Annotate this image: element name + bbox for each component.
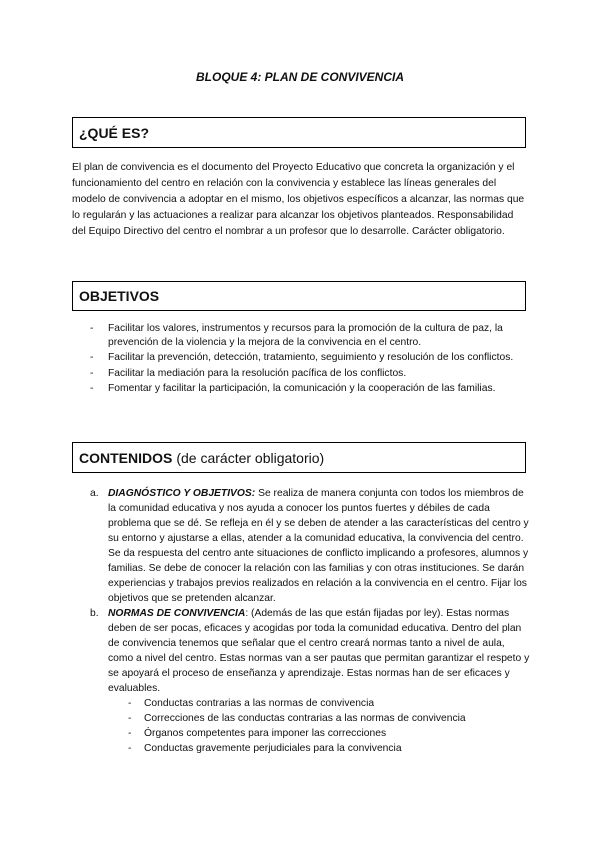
list-item: - Facilitar los valores, instrumentos y recursos para la promoción de la cultura de paz, la prevención de la violencia y la mejora de la convivencia en el centro. [88, 322, 538, 350]
section-header-objetivos [72, 281, 526, 311]
item-text: Se realiza de manera conjunta con todos los miembros de la comunidad educativa y nos ayuda a conocer los puntos fuertes y débiles de cada problema que se dé. Se refleja en él y se deben de atender a las características del centro y su entorno y ajustarse a ellas, atender a la comunidad educativa, la convivencia del centro. Se da respuesta del centro ante situaciones de conflicto implicando a profesores, alumnos y familias. Se debe de conocer la relación con las familias y con otras instituciones. Se darán experiencias y trabajos previos realizados en relación a la convivencia en el centro. Fijar los objetivos que se pretenden alcanzar. [108, 488, 529, 604]
list-item [90, 606, 530, 756]
section-heading: OBJETIVOS [79, 288, 160, 304]
list-marker: a. [90, 488, 99, 499]
list-item: - Facilitar la mediación para la resolución pacífica de los conflictos. [88, 367, 538, 381]
section-heading: CONTENIDOS [79, 449, 173, 466]
que-es-paragraph: El plan de convivencia es el documento del Proyecto Educativo que concreta la organización y el funcionamiento del centro en relación con la convivencia y establece las líneas generales del modelo de convivencia a adoptar en el mismo, los objetivos específicos a alcanzar, las normas que lo regularán y las actuaciones a realizar para alcanzar los objetivos planteados. Responsabilidad del Equipo Directivo del centro el nombrar a un profesor que lo desarrolle. Carácter obligatorio. [72, 162, 525, 238]
section-header-contenidos [72, 442, 526, 473]
list-item: - Facilitar la prevención, detección, tratamiento, seguimiento y resolución de los conflictos. [88, 351, 538, 365]
section-heading: ¿QUÉ ES? [79, 124, 150, 141]
section-header-que-es [72, 117, 526, 148]
document-title: BLOQUE 4: PLAN DE CONVIVENCIA [195, 70, 405, 84]
sub-list [108, 696, 530, 756]
list-item [90, 486, 530, 606]
item-lead: DIAGNÓSTICO Y OBJETIVOS: [108, 488, 256, 499]
item-text: : (Además de las que están fijadas por ley). Estas normas deben de ser pocas, eficaces y acogidas por toda la comunidad educativa. Dentro del plan de convivencia tenemos que señalar que el centro creará normas tanto a nivel de aula, como a nivel del centro. Estas normas van a ser pautas que permitan garantizar el respeto y se apoyará el proceso de enseñanza y aprendizaje. Estas normas han de ser eficaces y evaluables. [108, 608, 530, 694]
sub-list-item: - Conductas contrarias a las normas de convivencia [128, 696, 530, 711]
item-lead: NORMAS DE CONVIVENCIA [108, 608, 246, 619]
sub-list-item: - Órganos competentes para imponer las correcciones [128, 726, 530, 741]
sub-list-item: - Correcciones de las conductas contrarias a las normas de convivencia [128, 711, 530, 726]
sub-list-item: - Conductas gravemente perjudiciales para la convivencia [128, 741, 530, 756]
section-heading-note: (de carácter obligatorio) [176, 449, 325, 466]
list-item: - Fomentar y facilitar la participación, la comunicación y la cooperación de las familias. [88, 382, 538, 396]
contenidos-list [90, 486, 530, 756]
list-marker: b. [90, 608, 99, 619]
objetivos-list [88, 322, 538, 397]
